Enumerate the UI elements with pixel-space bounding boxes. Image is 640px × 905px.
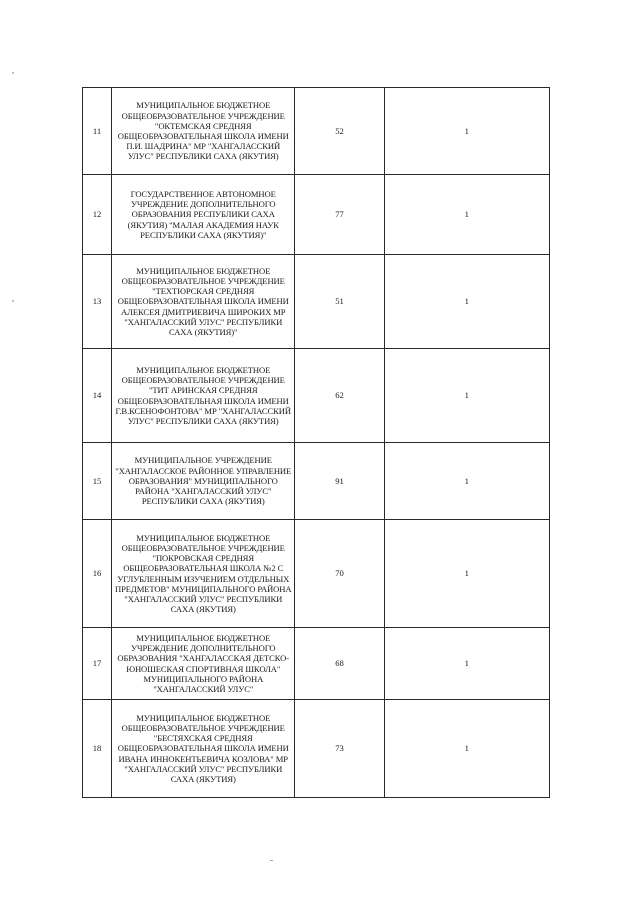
table-row: [83, 628, 550, 700]
table-row: [83, 349, 550, 443]
organization-name: МУНИЦИПАЛЬНОЕ БЮДЖЕТНОЕ ОБЩЕОБРАЗОВАТЕЛЬНОЕ УЧРЕЖДЕНИЕ "ТИТ АРИНСКАЯ СРЕДНЯЯ ОБЩЕОБРАЗОВАТЕЛЬНАЯ ШКОЛА ИМЕНИ Г.В.КСЕНОФОНТОВА" МР "ХАНГАЛАССКИЙ УЛУС" РЕСПУБЛИКИ САХА (ЯКУТИЯ): [112, 349, 295, 443]
row-count: 1: [384, 349, 549, 443]
row-value: 62: [295, 349, 384, 443]
row-number: 12: [83, 175, 112, 255]
row-number: 14: [83, 349, 112, 443]
row-count: 1: [384, 88, 549, 175]
row-number: 16: [83, 520, 112, 628]
row-count: 1: [384, 255, 549, 349]
row-value: 51: [295, 255, 384, 349]
row-value: 68: [295, 628, 384, 700]
row-count: 1: [384, 175, 549, 255]
row-number: 15: [83, 443, 112, 520]
organization-name: МУНИЦИПАЛЬНОЕ БЮДЖЕТНОЕ УЧРЕЖДЕНИЕ ДОПОЛНИТЕЛЬНОГО ОБРАЗОВАНИЯ "ХАНГАЛАССКАЯ ДЕТСКО-ЮНОШЕСКАЯ СПОРТИВНАЯ ШКОЛА" МУНИЦИПАЛЬНОГО РАЙОНА "ХАНГАЛАССКИЙ УЛУС": [112, 628, 295, 700]
row-count: 1: [384, 520, 549, 628]
organization-name: МУНИЦИПАЛЬНОЕ БЮДЖЕТНОЕ ОБЩЕОБРАЗОВАТЕЛЬНОЕ УЧРЕЖДЕНИЕ "ПОКРОВСКАЯ СРЕДНЯЯ ОБЩЕОБРАЗОВАТЕЛЬНАЯ ШКОЛА №2 С УГЛУБЛЕННЫМ ИЗУЧЕНИЕМ ОТДЕЛЬНЫХ ПРЕДМЕТОВ" МУНИЦИПАЛЬНОГО РАЙОНА "ХАНГАЛАССКИЙ УЛУС" РЕСПУБЛИКИ САХА (ЯКУТИЯ): [112, 520, 295, 628]
scan-margin-mark: [12, 300, 14, 302]
row-value: 70: [295, 520, 384, 628]
organization-name: МУНИЦИПАЛЬНОЕ БЮДЖЕТНОЕ ОБЩЕОБРАЗОВАТЕЛЬНОЕ УЧРЕЖДЕНИЕ "ОКТЕМСКАЯ СРЕДНЯЯ ОБЩЕОБРАЗОВАТЕЛЬНАЯ ШКОЛА ИМЕНИ П.И. ШАДРИНА" МР "ХАНГАЛАССКИЙ УЛУС" РЕСПУБЛИКИ САХА (ЯКУТИЯ): [112, 88, 295, 175]
organization-name: МУНИЦИПАЛЬНОЕ УЧРЕЖДЕНИЕ "ХАНГАЛАССКОЕ РАЙОННОЕ УПРАВЛЕНИЕ ОБРАЗОВАНИЯ" МУНИЦИПАЛЬНОГО РАЙОНА "ХАНГАЛАССКИЙ УЛУС" РЕСПУБЛИКИ САХА (ЯКУТИЯ): [112, 443, 295, 520]
row-value: 91: [295, 443, 384, 520]
row-number: 17: [83, 628, 112, 700]
row-count: 1: [384, 700, 549, 798]
table-row: [83, 255, 550, 349]
organization-name: ГОСУДАРСТВЕННОЕ АВТОНОМНОЕ УЧРЕЖДЕНИЕ ДОПОЛНИТЕЛЬНОГО ОБРАЗОВАНИЯ РЕСПУБЛИКИ САХА (ЯКУТИЯ) "МАЛАЯ АКАДЕМИЯ НАУК РЕСПУБЛИКИ САХА (ЯКУТИЯ)": [112, 175, 295, 255]
table-row: [83, 175, 550, 255]
organizations-table: [82, 87, 550, 798]
table-row: [83, 520, 550, 628]
row-count: 1: [384, 628, 549, 700]
organization-name: МУНИЦИПАЛЬНОЕ БЮДЖЕТНОЕ ОБЩЕОБРАЗОВАТЕЛЬНОЕ УЧРЕЖДЕНИЕ "БЕСТЯХСКАЯ СРЕДНЯЯ ОБЩЕОБРАЗОВАТЕЛЬНАЯ ШКОЛА ИМЕНИ ИВАНА ИННОКЕНТЬЕВИЧА КОЗЛОВА" МР "ХАНГАЛАССКИЙ УЛУС" РЕСПУБЛИКИ САХА (ЯКУТИЯ): [112, 700, 295, 798]
row-number: 11: [83, 88, 112, 175]
scan-bottom-mark: [270, 860, 273, 861]
table-row: [83, 443, 550, 520]
row-value: 52: [295, 88, 384, 175]
row-number: 13: [83, 255, 112, 349]
organization-name: МУНИЦИПАЛЬНОЕ БЮДЖЕТНОЕ ОБЩЕОБРАЗОВАТЕЛЬНОЕ УЧРЕЖДЕНИЕ "ТЕХТЮРСКАЯ СРЕДНЯЯ ОБЩЕОБРАЗОВАТЕЛЬНАЯ ШКОЛА ИМЕНИ АЛЕКСЕЯ ДМИТРИЕВИЧА ШИРОКИХ МР "ХАНГАЛАССКИЙ УЛУС" РЕСПУБЛИКИ САХА (ЯКУТИЯ)": [112, 255, 295, 349]
row-value: 73: [295, 700, 384, 798]
scan-margin-mark: [12, 72, 14, 74]
row-value: 77: [295, 175, 384, 255]
row-count: 1: [384, 443, 549, 520]
row-number: 18: [83, 700, 112, 798]
table-row: [83, 700, 550, 798]
table-row: [83, 88, 550, 175]
